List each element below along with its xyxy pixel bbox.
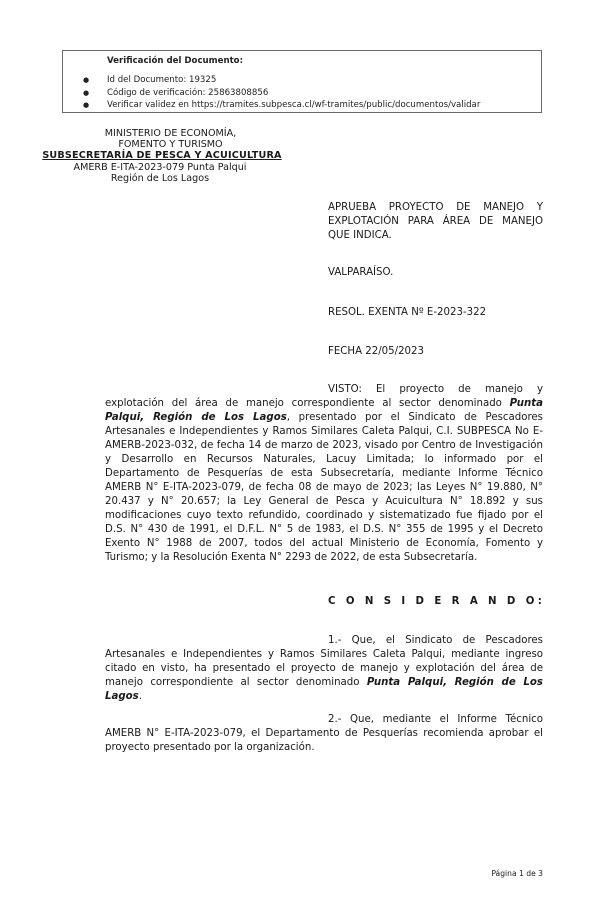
visto-section: [105, 383, 543, 565]
region-name: Región de Los Lagos: [110, 172, 210, 184]
visto-sector: Punta Palqui, Región de Los Lagos: [105, 398, 543, 423]
city: VALPARAÍSO.: [328, 267, 394, 278]
verification-id: Id del Documento: 19325: [107, 75, 217, 85]
bullet-icon: ●: [83, 101, 90, 109]
verification-code: Código de verificación: 25863808856: [107, 87, 269, 98]
amerb-reference: AMERB E-ITA-2023-079 Punta Palqui: [73, 161, 247, 173]
bullet-icon: ●: [83, 76, 90, 84]
verification-item-url: [83, 99, 480, 112]
visto-body: , presentado por el Sindicato de Pescadores Artesanales e Independientes y Ramos Similares Caleta Palqui, C.I. SUBPESCA No E-AMERB-2023-032, de fecha 14 de marzo de 2023, visado por Centro de Investigación y Desarrollo en Recursos Naturales, Lacuy Limitada; lo informado por el Departamento de Pesquerías de esta Subsecretaría, mediante Informe Técnico AMERB N° E-ITA-2023-079, de fecha 08 de mayo de 2023; las Leyes N° 19.880, N° 20.437 y N° 20.657; la Ley General de Pesca y Acuicultura N° 18.892 y sus modificaciones cuyo texto refundido, coordinado y sistematizado fue fijado por el D.S. N° 430 de 1991, el D.F.L. N° 5 de 1983, el D.S. N° 355 de 1995 y el Decreto Exento N° 1988 de 2007, todos del actual Ministerio de Economía, Fomento y Turismo; y la Resolución Exenta N° 2293 de 2022, de esta Subsecretaría.: [105, 412, 543, 563]
considerando-1-text: 1.- Que, el Sindicato de Pescadores Artesanales e Independientes y Ramos Similares Caleta Palqui, mediante ingreso citado en visto, ha presentado el proyecto de manejo y explotación del área de manejo correspondiente al sector denominado: [105, 635, 543, 688]
considerando-2: [105, 713, 543, 755]
verification-title: Verificación del Documento:: [107, 56, 244, 66]
ministry-line-2: FOMENTO Y TURISMO: [118, 139, 223, 151]
verification-item-id: [83, 74, 480, 87]
verification-box: [62, 50, 542, 113]
considerando-heading: C O N S I D E R A N D O:: [328, 596, 546, 607]
considerando-1-sector: Punta Palqui, Región de Los Lagos: [105, 677, 543, 702]
considerando-1-end: .: [138, 691, 142, 702]
resolution-date: FECHA 22/05/2023: [328, 346, 424, 357]
verification-item-code: [83, 87, 480, 100]
ministry-line-1: MINISTERIO DE ECONOMÍA,: [104, 128, 237, 139]
visto-lead: VISTO: El proyecto de manejo y explotación del área de manejo correspondiente al sector denominado: [105, 384, 543, 409]
verification-link[interactable]: Verificar validez en https://tramites.subpesca.cl/wf-tramites/public/documentos/validar: [107, 100, 481, 110]
subsecretaria-name: SUBSECRETARÍA DE PESCA Y ACUICULTURA: [42, 150, 282, 162]
verification-list: [83, 74, 480, 112]
resolution-summary: APRUEBA PROYECTO DE MANEJO Y EXPLOTACIÓN PARA ÁREA DE MANEJO QUE INDICA.: [328, 202, 543, 241]
considerando-2-text: 2.- Que, mediante el Informe Técnico AMERB N° E-ITA-2023-079, el Departamento de Pesquerías recomienda aprobar el proyecto presentado por la organización.: [105, 714, 543, 753]
considerando-1: [105, 634, 543, 704]
ministry-header: [0, 128, 320, 184]
resolution-number: RESOL. EXENTA Nº E-2023-322: [328, 307, 487, 318]
page-number: Página 1 de 3: [491, 869, 543, 878]
bullet-icon: ●: [83, 88, 90, 97]
